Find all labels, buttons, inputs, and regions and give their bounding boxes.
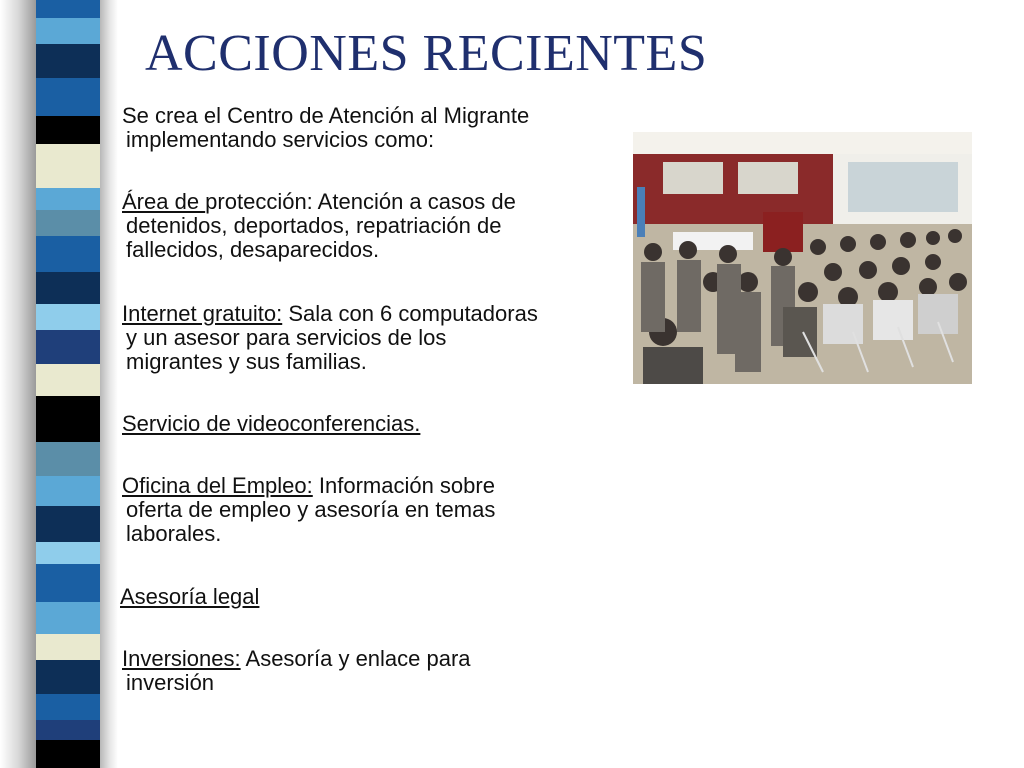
stripe-block [36,364,100,396]
bullet-heading: Área de [122,189,206,214]
bullet-heading: Asesoría legal [120,584,260,609]
bullet-oficina-empleo [122,474,622,546]
intro-line-1: Se crea el Centro de Atención al Migrante [122,103,530,128]
stripe-block [36,602,100,634]
stripe-block [36,442,100,476]
slide-title: ACCIONES RECIENTES [145,25,708,82]
stripe-block [36,396,100,442]
stripe-block [36,694,100,720]
stripe-block [36,740,100,768]
stripe-block [36,542,100,564]
bullet-videoconferencias [122,412,622,436]
stripe-block [36,188,100,210]
intro-paragraph [122,104,622,152]
stripe-block [36,564,100,602]
bullet-heading: Internet gratuito: [122,301,283,326]
stripe-block [36,506,100,542]
stripe-block [36,272,100,304]
stripe-block [36,634,100,660]
stripe-block [36,476,100,506]
stripe-block [36,720,100,740]
bullet-internet-gratuito [122,302,622,374]
bullet-line: oferta de empleo y asesoría en temas [126,497,496,522]
stripe-block [36,116,100,144]
decorative-stripe-bar [36,0,100,768]
bullet-text: Sala con 6 computadoras [282,301,538,326]
bullet-heading: Oficina del Empleo: [122,473,313,498]
stripe-block [36,330,100,364]
photo-illustration [633,132,972,384]
stripe-block [36,144,100,188]
bullet-heading: Inversiones: [122,646,241,671]
stripe-block [36,44,100,78]
bullet-area-proteccion [122,190,622,262]
bullet-line: y un asesor para servicios de los [126,325,447,350]
stripe-block [36,210,100,236]
bullet-text: protección: Atención a casos de [205,189,516,214]
left-shadow-strip [0,0,40,768]
stripe-block [36,18,100,44]
bullet-line: migrantes y sus familias. [126,349,367,374]
stripe-block [36,0,100,18]
bullet-inversiones [122,647,622,695]
bullet-text: Asesoría y enlace para [240,646,471,671]
bullet-heading: Servicio de videoconferencias. [122,411,421,436]
stripe-block [36,236,100,272]
bullet-line: detenidos, deportados, repatriación de [126,213,502,238]
stripe-shadow [100,0,118,768]
stripe-block [36,78,100,116]
bullet-asesoria-legal [120,585,620,609]
bullet-line: laborales. [126,521,222,546]
event-photo [633,132,972,384]
stripe-block [36,660,100,694]
bullet-line: fallecidos, desaparecidos. [126,237,380,262]
stripe-block [36,304,100,330]
bullet-line: inversión [126,670,215,695]
bullet-text: Información sobre [312,473,495,498]
intro-line-2: implementando servicios como: [126,127,435,152]
